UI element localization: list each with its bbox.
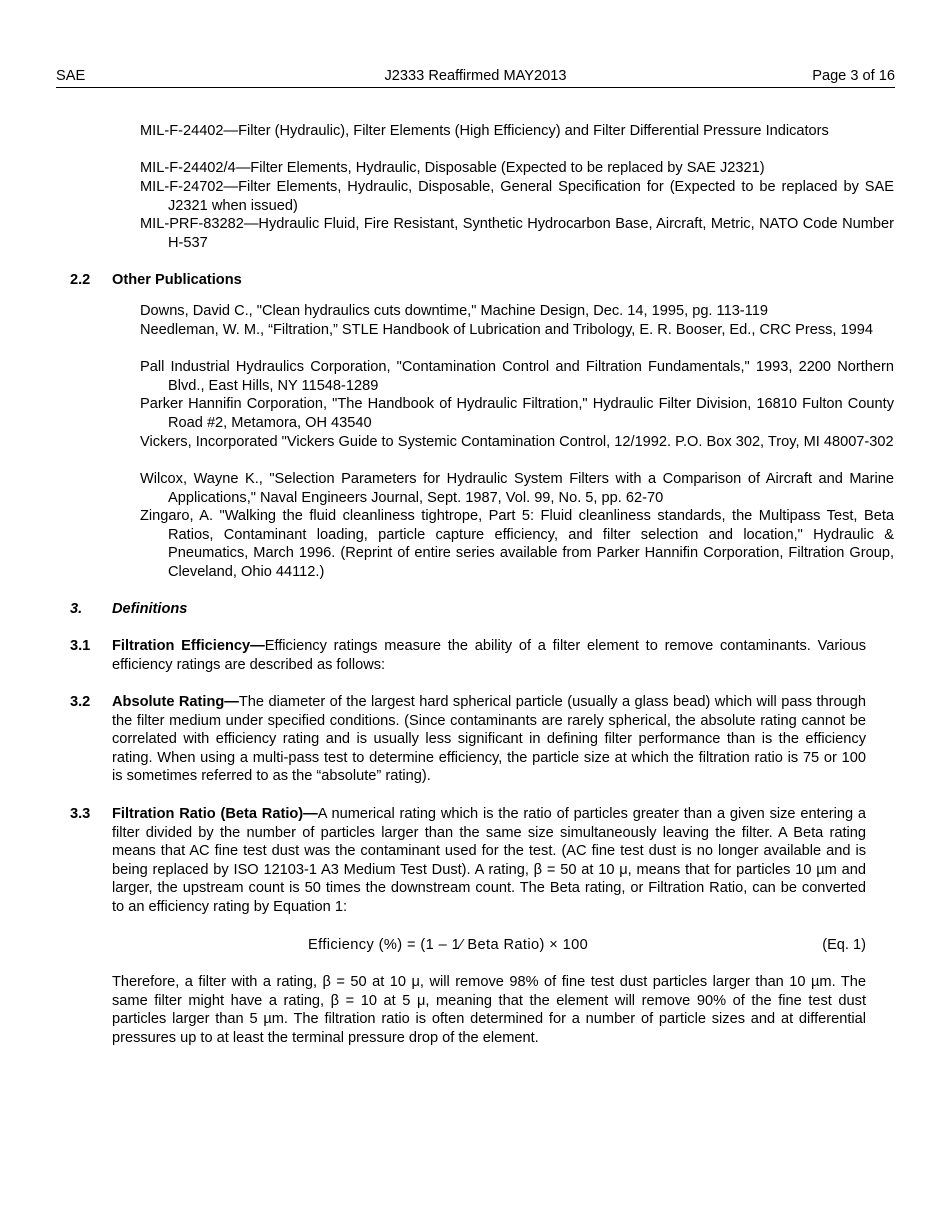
reference-entry: MIL-F-24402/4—Filter Elements, Hydraulic, Disposable (Expected to be replaced by SAE J2321)	[140, 160, 765, 176]
reference-entry: Downs, David C., "Clean hydraulics cuts downtime," Machine Design, Dec. 14, 1995, pg. 113-119	[140, 303, 768, 319]
section-number: 3.1	[70, 638, 91, 654]
reference-entry: MIL-F-24702—Filter Elements, Hydraulic, Disposable, General Specification for (Expected to be replaced by SAE J2321 when issued)	[140, 179, 894, 214]
section-number: 3.3	[70, 806, 91, 822]
definition-text: Efficiency ratings measure the ability of a filter element to remove contaminants. Various efficiency ratings are described as follows:	[112, 638, 866, 673]
reference-entry: Zingaro, A. "Walking the fluid cleanliness tightrope, Part 5: Fluid cleanliness standards, the Multipass Test, Beta Ratios, Contaminant loading, particle capture efficiency, and filter selection and location," Hydraulic & Pneumatics, March 1996. (Reprint of entire series available from Parker Hannifin Corporation, Filtration Group, Cleveland, Ohio 44112.)	[140, 508, 894, 580]
section-number: 2.2	[70, 272, 91, 288]
section-number: 3.2	[70, 694, 91, 710]
reference-entry: MIL-F-24402—Filter (Hydraulic), Filter Elements (High Efficiency) and Filter Differential Pressure Indicators	[140, 123, 829, 139]
header-doc-id: J2333 Reaffirmed MAY2013	[384, 68, 567, 84]
definition-text: A numerical rating which is the ratio of particles greater than a given size entering a filter divided by the number of particles larger than the same size simultaneously leaving the filter. A Beta rating means that AC fine test dust was the contaminant used for the test. (AC fine test dust is no longer available and is being replaced by ISO 12103-1 A3 Medium Test Dust). A rating, β = 50 at 10 μ, means that for particles 10 µm and larger, the upstream count is 50 times the downstream count. The Beta rating, or Filtration Ratio, can be converted to an efficiency rating by Equation 1:	[112, 806, 866, 915]
closing-paragraph: Therefore, a filter with a rating, β = 50 at 10 μ, will remove 98% of fine test dust particles larger than 10 µm. The same filter might have a rating, β = 10 at 5 μ, meaning that the element will remove 90% of the fine test dust particles larger than 5 µm. The filtration ratio is often determined for a number of particle sizes and at differential pressures up to at least the terminal pressure drop of the element.	[112, 974, 866, 1046]
reference-entry: Wilcox, Wayne K., "Selection Parameters for Hydraulic System Filters with a Comparison of Aircraft and Marine Applications," Naval Engineers Journal, Sept. 1987, Vol. 99, No. 5, pp. 62-70	[140, 471, 894, 506]
reference-entry: Needleman, W. M., “Filtration,” STLE Handbook of Lubrication and Tribology, E. R. Booser, Ed., CRC Press, 1994	[140, 322, 873, 338]
section-title: Other Publications	[112, 272, 242, 288]
definition-term: Absolute Rating—	[112, 694, 239, 710]
definition-term: Filtration Efficiency—	[112, 638, 265, 654]
reference-entry: Parker Hannifin Corporation, "The Handbook of Hydraulic Filtration," Hydraulic Filter Division, 16810 Fulton County Road #2, Metamora, OH 43540	[140, 396, 894, 431]
definition-term: Filtration Ratio (Beta Ratio)—	[112, 806, 318, 822]
header-org: SAE	[56, 68, 86, 84]
equation: Efficiency (%) = (1 – 1⁄ Beta Ratio) × 100	[308, 937, 589, 953]
section-title: Definitions	[112, 601, 188, 617]
definition-text: The diameter of the largest hard spherical particle (usually a glass bead) which will pass through the filter medium under specified conditions. (Since contaminants are rarely spherical, the absolute rating cannot be correlated with efficiency rating and is usually less significant in defining filter performance than is the efficiency rating. When using a multi-pass test to determine efficiency, the particle size at which the filtration ratio is 75 or 100 is sometimes referred to as the “absolute” rating).	[112, 694, 866, 785]
reference-entry: Vickers, Incorporated "Vickers Guide to Systemic Contamination Control, 12/1992. P.O. Box 302, Troy, MI 48007-302	[140, 434, 894, 450]
definition-paragraph	[112, 693, 866, 786]
section-number: 3.	[70, 601, 83, 617]
definition-paragraph	[112, 637, 866, 674]
definition-paragraph	[112, 805, 866, 917]
reference-entry: Pall Industrial Hydraulics Corporation, "Contamination Control and Filtration Fundamentals," 1993, 2200 Northern Blvd., East Hills, NY 11548-1289	[140, 359, 894, 394]
equation-label: (Eq. 1)	[822, 937, 866, 953]
page-header	[56, 65, 895, 88]
reference-entry: MIL-PRF-83282—Hydraulic Fluid, Fire Resistant, Synthetic Hydrocarbon Base, Aircraft, Metric, NATO Code Number H-537	[140, 216, 894, 251]
header-page-number: Page 3 of 16	[812, 68, 895, 84]
